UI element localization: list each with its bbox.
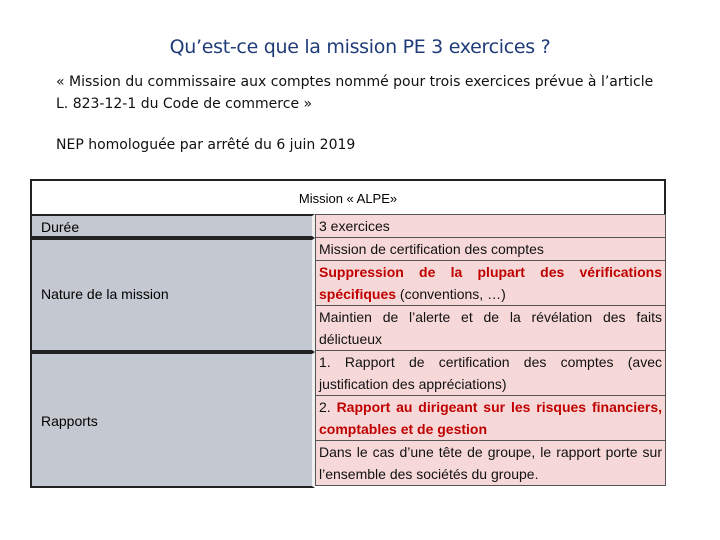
rapport-line-3	[315, 440, 666, 486]
details-column	[315, 214, 666, 488]
nature-text-1: Mission de certification des comptes	[319, 241, 544, 257]
table-header	[30, 179, 666, 216]
row-label-duree-cell	[30, 214, 315, 238]
nep-note: NEP homologuée par arrêté du 6 juin 2019	[56, 137, 356, 153]
nature-text-2-emphasis: Suppression de la plupart des vérifications spécifiques	[319, 264, 662, 302]
rapport-line-1	[315, 350, 666, 396]
nature-line-2	[315, 260, 666, 306]
row-label-duree: Durée	[41, 219, 80, 235]
row-label-rapports: Rapports	[41, 413, 98, 429]
rapport-text-2-emphasis: Rapport au dirigeant sur les risques financiers, comptables et de gestion	[319, 399, 662, 437]
slide-title: Qu’est-ce que la mission PE 3 exercices ?	[169, 36, 551, 58]
rapport-line-2	[315, 395, 666, 441]
duree-text: 3 exercices	[319, 218, 390, 234]
nature-text-2-rest: (conventions, …)	[396, 286, 506, 302]
rapport-text-3: Dans le cas d’une tête de groupe, le rapport porte sur l’ensemble des sociétés du groupe.	[319, 444, 662, 482]
nature-line-3	[315, 305, 666, 351]
row-label-nature: Nature de la mission	[41, 286, 169, 302]
duree-value	[315, 214, 666, 238]
nature-line-1	[315, 237, 666, 261]
rapport-text-2-num: 2.	[319, 399, 337, 415]
mission-table	[30, 179, 666, 488]
mission-quote: « Mission du commissaire aux comptes nommé pour trois exercices prévue à l’article L. 823-12-1 du Code de commerce »	[56, 74, 654, 112]
rapport-text-1: 1. Rapport de certification des comptes (avec justification des appréciations)	[319, 354, 662, 392]
nature-text-3: Maintien de l’alerte et de la révélation des faits délictueux	[319, 309, 662, 347]
table-header-label: Mission « ALPE»	[298, 191, 398, 206]
row-label-nature-cell	[30, 238, 315, 352]
row-label-rapports-cell	[30, 352, 315, 488]
